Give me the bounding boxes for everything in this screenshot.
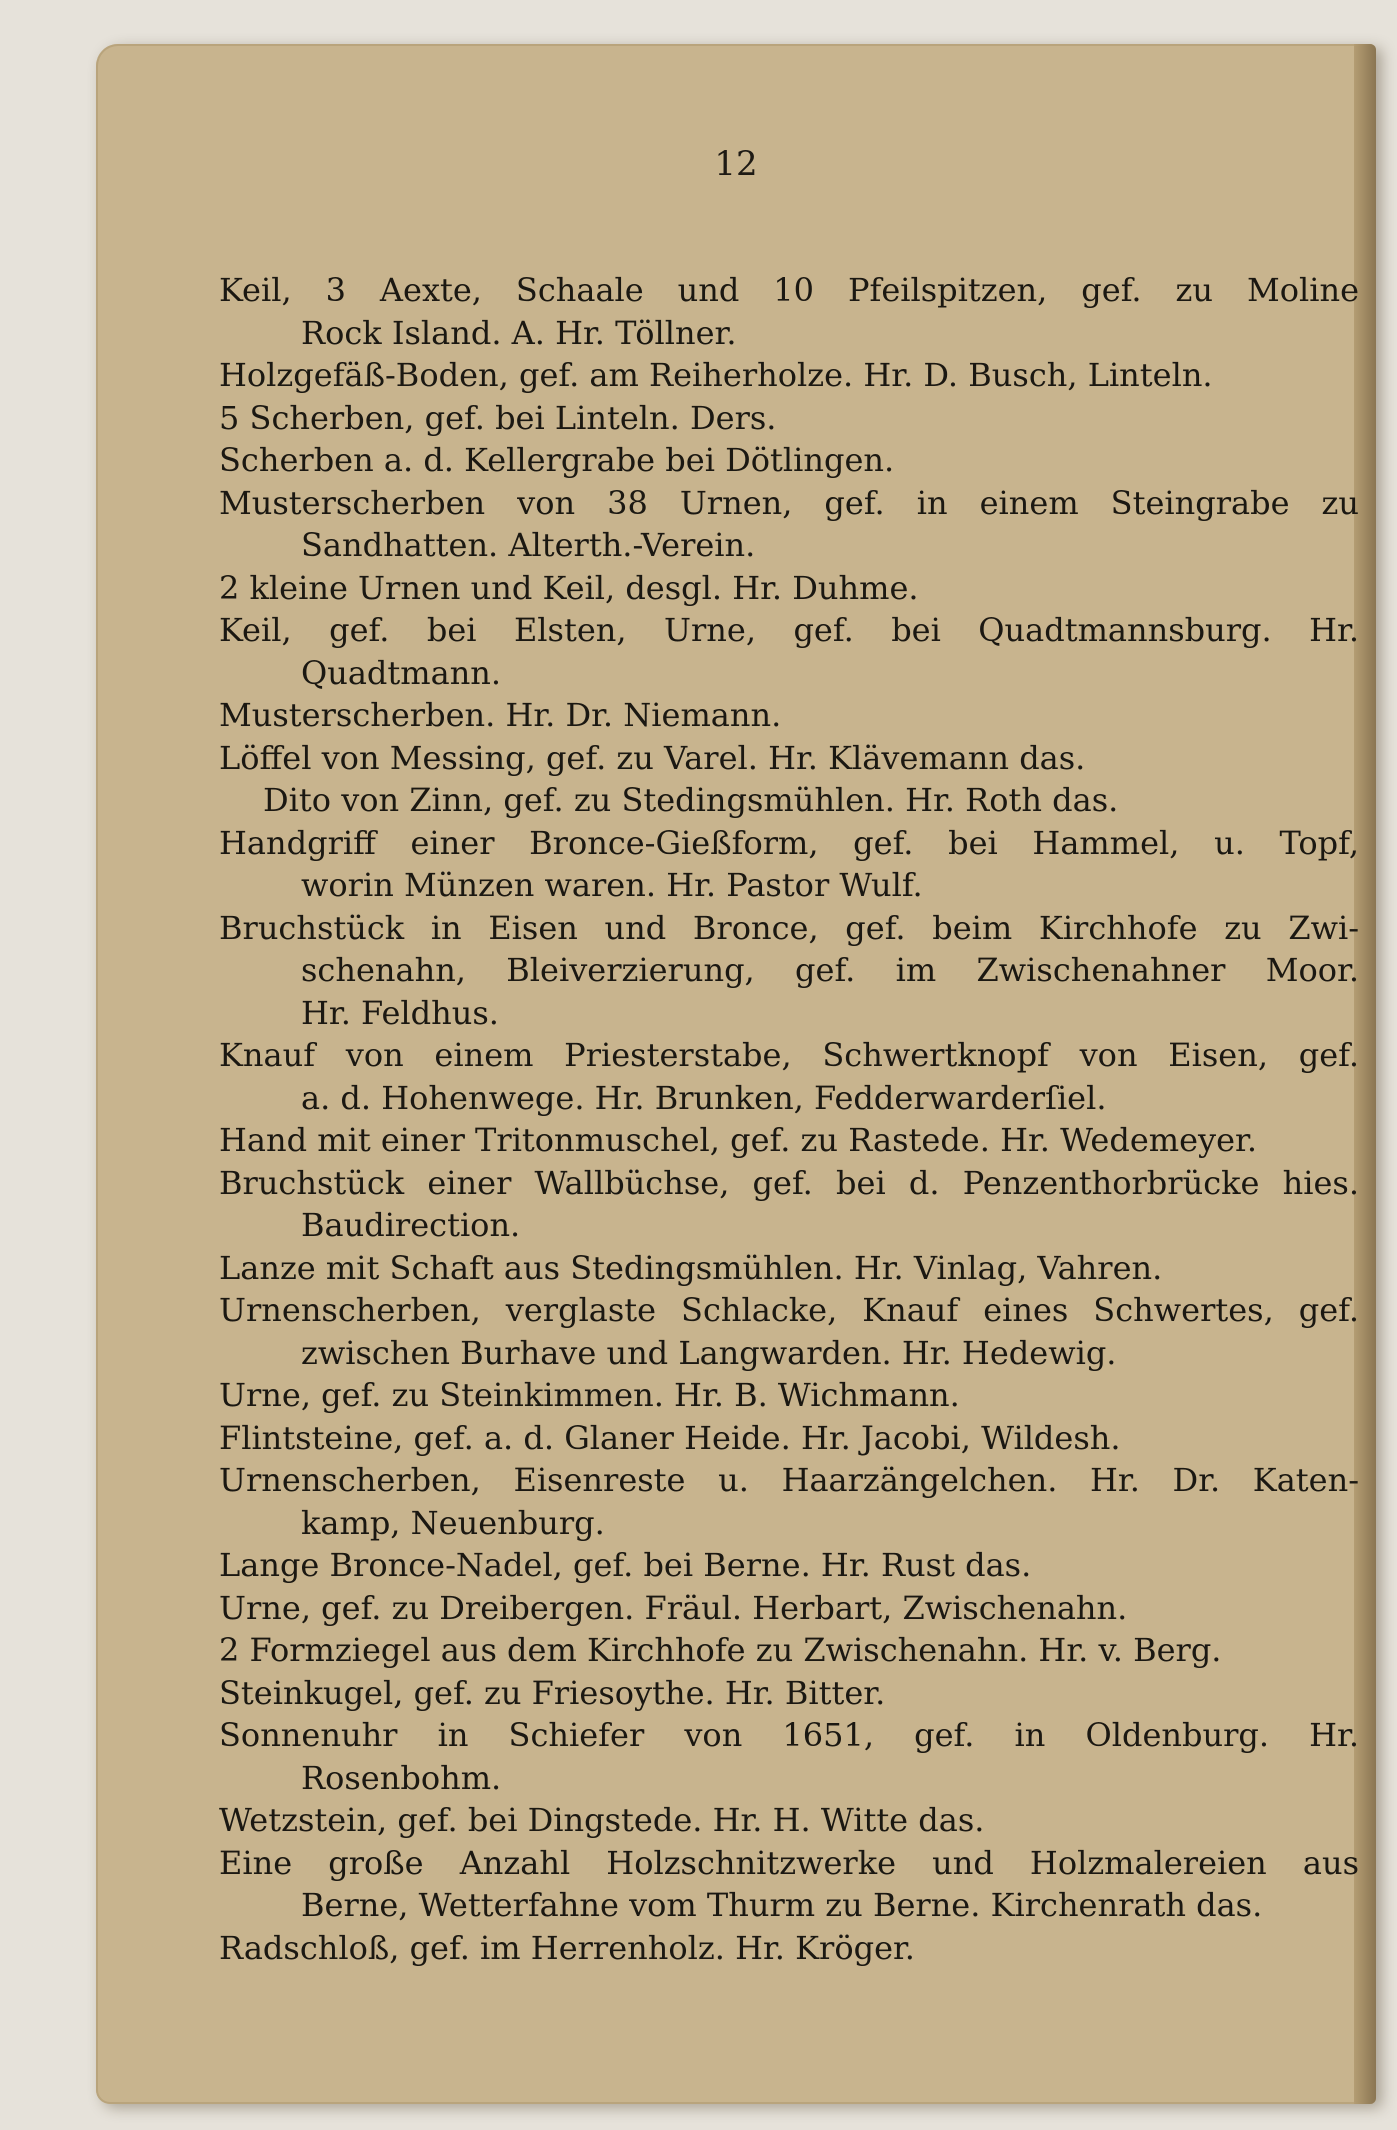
entry-line: Lanze mit Schaft aus Stedingsmühlen. Hr. Vinlag, Vahren.	[219, 1248, 1163, 1287]
list-item	[219, 439, 1359, 482]
list-item	[219, 779, 1359, 822]
list-item	[219, 1034, 1359, 1119]
list-item	[219, 1629, 1359, 1672]
entry-line: kamp, Neuenburg.	[301, 1503, 605, 1542]
entry-line: Dito von Zinn, gef. zu Stedingsmühlen. Hr. Roth das.	[263, 781, 1119, 819]
entry-line: a. d. Hohenwege. Hr. Brunken, Fedderwarderſiel.	[301, 1078, 1107, 1117]
entry-line: 5 Scherben, gef. bei Linteln. Ders.	[219, 398, 777, 437]
entry-line: worin Münzen waren. Hr. Pastor Wulf.	[301, 866, 923, 904]
entry-line: Bruchstück einer Wallbüchse, gef. bei d. Penzenthorbrücke hies.	[219, 1163, 1359, 1202]
entry-line: Wetzstein, gef. bei Dingstede. Hr. H. Witte das.	[219, 1801, 985, 1839]
entry-line: Urnenscherben, verglaste Schlacke, Knauf eines Schwertes, gef.	[219, 1291, 1359, 1329]
entry-line: Knauf von einem Priesterstabe, Schwertknopf von Eisen, gef.	[219, 1036, 1359, 1074]
entry-line: Musterscherben. Hr. Dr. Niemann.	[219, 696, 782, 734]
entry-line: Bruchstück in Eisen und Bronce, gef. beim Kirchhofe zu Zwi-	[219, 908, 1359, 947]
list-item	[219, 1927, 1359, 1970]
entry-list	[219, 269, 1359, 1969]
list-item	[219, 907, 1359, 1035]
list-item	[219, 1587, 1359, 1630]
entry-line: Keil, 3 Aexte, Schaale und 10 Pfeilspitzen, gef. zu Moline	[219, 271, 1359, 309]
entry-line: Urne, gef. zu Dreibergen. Fräul. Herbart, Zwischenahn.	[219, 1588, 1128, 1627]
list-item	[219, 737, 1359, 780]
entry-line: Hand mit einer Tritonmuschel, gef. zu Rastede. Hr. Wedemeyer.	[219, 1121, 1257, 1159]
list-item	[219, 1544, 1359, 1587]
list-item	[219, 1162, 1359, 1247]
entry-line: Steinkugel, gef. zu Friesoythe. Hr. Bitter.	[219, 1673, 886, 1712]
list-item	[219, 1672, 1359, 1715]
list-item	[219, 482, 1359, 567]
entry-line: Hr. Feldhus.	[301, 993, 499, 1032]
entry-line: Urnenscherben, Eisenreste u. Haarzängelchen. Hr. Dr. Katen-	[219, 1461, 1359, 1499]
list-item	[219, 1374, 1359, 1417]
entry-line: Quadtmann.	[301, 653, 502, 692]
list-item	[219, 354, 1359, 397]
page-number: 12	[714, 144, 758, 184]
entry-line: Rosenbohm.	[301, 1758, 502, 1797]
entry-line: Handgriff einer Bronce-Gießform, gef. bei Hammel, u. Topf,	[219, 823, 1359, 862]
entry-line: Flintsteine, gef. a. d. Glaner Heide. Hr. Jacobi, Wildesh.	[219, 1418, 1121, 1457]
list-item	[219, 1247, 1359, 1290]
entry-line: Berne, Wetterfahne vom Thurm zu Berne. Kirchenrath das.	[301, 1886, 1263, 1924]
entry-line: Sonnenuhr in Schiefer von 1651, gef. in Oldenburg. Hr.	[219, 1716, 1359, 1754]
list-item	[219, 1799, 1359, 1842]
list-item	[219, 397, 1359, 440]
list-item	[219, 1119, 1359, 1162]
entry-line: Keil, gef. bei Elsten, Urne, gef. bei Quadtmannsburg. Hr.	[219, 611, 1359, 649]
entry-line: Baudirection.	[301, 1206, 521, 1244]
list-item	[219, 822, 1359, 907]
entry-line: schenahn, Bleiverzierung, gef. im Zwischenahner Moor.	[301, 951, 1359, 989]
entry-line: Lange Bronce-Nadel, gef. bei Berne. Hr. Rust das.	[219, 1546, 1032, 1584]
list-item	[219, 1417, 1359, 1460]
list-item	[219, 1289, 1359, 1374]
entry-line: Holzgefäß-Boden, gef. am Reiherholze. Hr. D. Busch, Linteln.	[219, 356, 1213, 394]
book-page	[96, 44, 1376, 2104]
list-item	[219, 609, 1359, 694]
entry-line: Sandhatten. Alterth.-Verein.	[301, 526, 756, 564]
entry-line: Urne, gef. zu Steinkimmen. Hr. B. Wichmann.	[219, 1376, 960, 1414]
entry-line: 2 kleine Urnen und Keil, desgl. Hr. Duhme.	[219, 568, 919, 607]
entry-line: Scherben a. d. Kellergrabe bei Dötlingen.	[219, 441, 895, 479]
entry-line: Rock Island. A. Hr. Töllner.	[301, 313, 737, 352]
list-item	[219, 694, 1359, 737]
list-item	[219, 1459, 1359, 1544]
list-item	[219, 1714, 1359, 1799]
entry-line: Löffel von Messing, gef. zu Varel. Hr. Klävemann das.	[219, 738, 1086, 777]
entry-line: Radschloß, gef. im Herrenholz. Hr. Kröger.	[219, 1928, 915, 1967]
list-item	[219, 567, 1359, 610]
list-item	[219, 1842, 1359, 1927]
entry-line: zwischen Burhave und Langwarden. Hr. Hedewig.	[301, 1333, 1117, 1372]
list-item	[219, 269, 1359, 354]
entry-line: 2 Formziegel aus dem Kirchhofe zu Zwischenahn. Hr. v. Berg.	[219, 1631, 1222, 1669]
entry-line: Musterscherben von 38 Urnen, gef. in einem Steingrabe zu	[219, 483, 1359, 522]
entry-line: Eine große Anzahl Holzschnitzwerke und Holzmalereien aus	[219, 1843, 1359, 1882]
